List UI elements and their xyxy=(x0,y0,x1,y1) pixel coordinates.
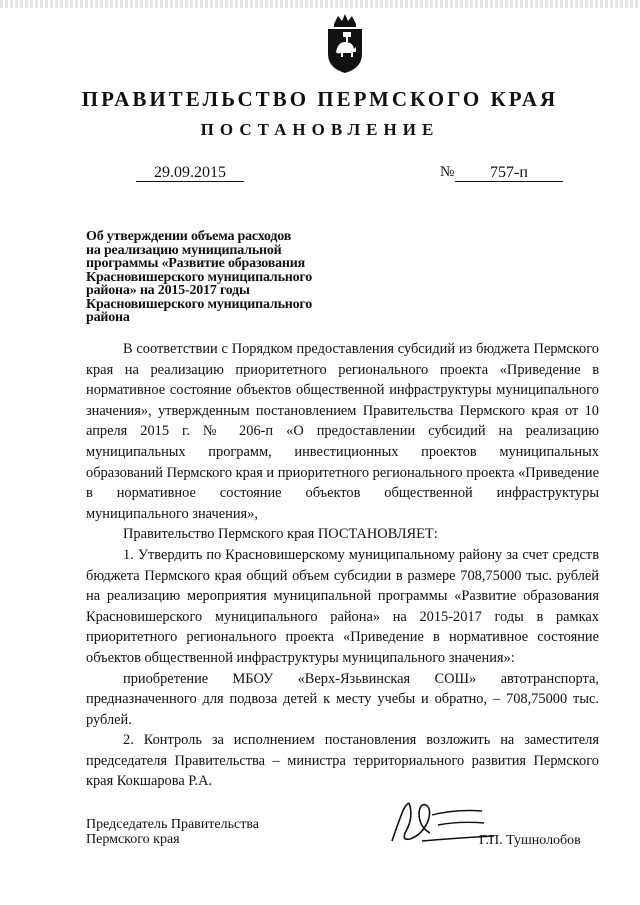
document-subject xyxy=(86,230,346,325)
subject-line: Красновишерского муниципального xyxy=(86,296,313,312)
item-1-paragraph: 1. Утвердить по Красновишерскому муниципальному району за счет средств бюджета Пермского края общий объем субсидии в размере 708,75000 тыс. рублей на реализацию мероприятия муниципальной программы «Развитие образования Красновишерского муниципального района» на 2015-2017 годы в рамках приоритетного регионального проекта «Приведение в нормативное состояние объектов общественной инфраструктуры муниципального значения»: xyxy=(86,546,599,666)
subject-line: Красновишерского муниципального xyxy=(86,269,313,285)
subject-line: района» на 2015-2017 годы xyxy=(86,283,250,298)
subject-line: программы «Развитие образования xyxy=(86,256,306,271)
signer-title-line: Председатель Правительства xyxy=(86,817,259,832)
government-title: ПРАВИТЕЛЬСТВО ПЕРМСКОГО КРАЯ xyxy=(81,87,559,111)
signer-name: Г.П. Тушнолобов xyxy=(479,833,581,848)
document-body xyxy=(86,339,599,792)
resolution-clause: Правительство Пермского края ПОСТАНОВЛЯЕТ: xyxy=(123,526,438,543)
number-sign: № xyxy=(440,164,455,180)
document-date: 29.09.2015 xyxy=(136,164,244,182)
subject-line: района xyxy=(86,310,130,325)
coat-of-arms-icon xyxy=(325,12,365,74)
signer-title xyxy=(86,817,259,847)
signer-title-line: Пермского края xyxy=(86,832,180,847)
item-2-paragraph: 2. Контроль за исполнением постановления возложить на заместителя председателя Правительства – министра территориального развития Пермского края Кокшарова Р.А. xyxy=(86,732,599,790)
subject-line: на реализацию муниципальной xyxy=(86,242,282,258)
subject-line: Об утверждении объема расходов xyxy=(86,229,292,244)
document-number: 757-п xyxy=(455,164,563,182)
purchase-paragraph: приобретение МБОУ «Верх-Язьвинская СОШ» автотранспорта, предназначенного для подвоза детей к месту учебы и обратно, – 708,75000 тыс. рублей. xyxy=(86,670,599,728)
document-type: ПОСТАНОВЛЕНИЕ xyxy=(200,120,440,139)
preamble-paragraph: В соответствии с Порядком предоставления субсидий из бюджета Пермского края на реализацию приоритетного регионального проекта «Приведение в нормативное состояние объектов общественной инфраструктуры муниципального значения», утвержденным постановлением Правительства Пермского края от 10 апреля 2015 г. № 206-п «О предоставлении субсидий на реализацию муниципальных программ, инвестиционных проектов муниципальных образований Пермского края и приоритетного регионального проекта «Приведение в нормативное состояние объектов общественной инфраструктуры муниципального значения», xyxy=(86,341,599,522)
scan-artifact-strip xyxy=(0,0,640,8)
